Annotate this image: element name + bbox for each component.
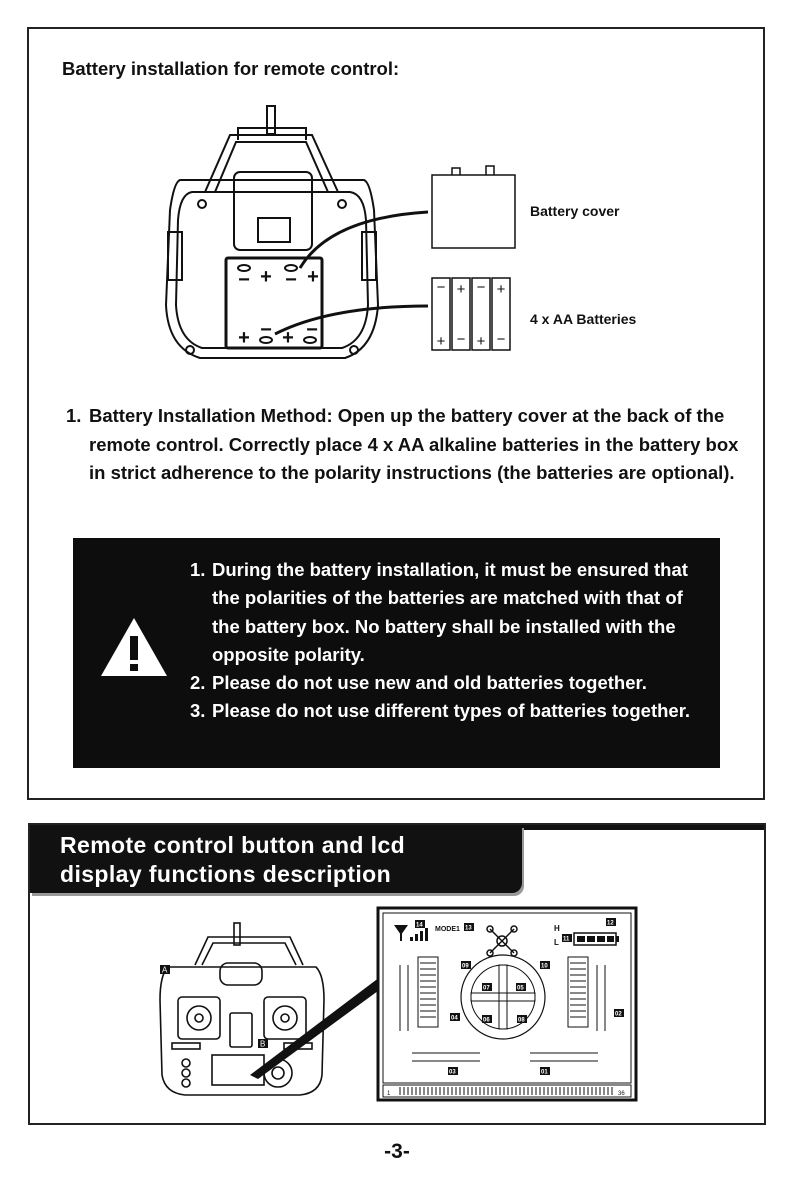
svg-text:−: − [436, 279, 446, 296]
battery-diagram [160, 100, 660, 375]
warning-number: 1. [190, 559, 206, 580]
svg-text:+: + [282, 327, 294, 349]
lcd-scale-right: 36 [618, 1091, 625, 1097]
svg-text:+: + [260, 266, 272, 288]
lcd-marker-08: 08 [518, 1017, 525, 1024]
svg-text:−: − [260, 319, 272, 341]
lcd-marker-13: 13 [465, 925, 472, 932]
svg-text:+: + [456, 281, 466, 298]
warning-triangle-icon [99, 616, 169, 678]
battery-cover-label: Battery cover [530, 203, 620, 219]
lcd-marker-10: 10 [541, 963, 548, 970]
svg-text:+: + [496, 281, 506, 298]
svg-text:−: − [496, 331, 506, 348]
svg-text:−: − [238, 269, 250, 291]
lcd-marker-14: 14 [416, 922, 423, 929]
battery-section-title: Battery installation for remote control: [62, 58, 400, 79]
callout-b: B [260, 1039, 266, 1049]
warning-number: 3. [190, 700, 206, 722]
warning-item [190, 697, 710, 725]
lcd-marker-05: 05 [517, 985, 524, 992]
lcd-marker-11: 11 [563, 936, 570, 943]
svg-text:H: H [554, 924, 560, 933]
remote-lcd-diagram [150, 905, 640, 1105]
lcd-marker-09: 09 [462, 963, 469, 970]
callout-a: A [162, 965, 168, 975]
warning-item [190, 669, 710, 697]
lcd-marker-02: 02 [615, 1011, 622, 1018]
warning-list [190, 556, 710, 726]
lcd-marker-04: 04 [451, 1015, 458, 1022]
installation-method [66, 402, 756, 488]
warning-text: During the battery installation, it must be ensured that the polarities of the batteries are matched with that of the battery box. No battery shall be installed with the opposite polarity. [212, 559, 688, 665]
svg-text:−: − [306, 319, 318, 341]
lcd-marker-06: 06 [483, 1017, 490, 1024]
instruction-text: Battery Installation Method: Open up the battery cover at the back of the remote control. Correctly place 4 x AA alkaline batteries in the battery box in strict adherence to the polarity instructions (the batteries are optional). [89, 405, 739, 483]
lcd-scale-left: 1 [387, 1091, 391, 1097]
svg-text:+: + [238, 327, 250, 349]
instruction-number: 1. [66, 405, 82, 426]
lcd-marker-03: 03 [449, 1069, 456, 1076]
lcd-marker-01: 01 [541, 1069, 548, 1076]
warning-text: Please do not use different types of batteries together. [212, 700, 691, 722]
svg-text:−: − [456, 331, 466, 348]
lcd-marker-12: 12 [607, 920, 614, 927]
section-heading-line2: display functions description [60, 860, 392, 887]
section-heading [60, 831, 405, 888]
warning-number: 2. [190, 672, 206, 694]
warning-item [190, 556, 710, 669]
svg-text:−: − [285, 269, 297, 291]
warning-box [73, 538, 720, 768]
svg-text:+: + [476, 333, 486, 350]
section-heading-line1: Remote control button and lcd [60, 832, 406, 858]
lcd-mode-text: MODE1 [435, 926, 460, 933]
svg-text:+: + [436, 333, 446, 350]
lcd-marker-07: 07 [483, 985, 490, 992]
svg-text:L: L [554, 938, 559, 947]
page-number: -3- [384, 1140, 410, 1163]
svg-text:+: + [307, 266, 319, 288]
batteries-label: 4 x AA Batteries [530, 311, 637, 327]
svg-text:−: − [476, 279, 486, 296]
warning-text: Please do not use new and old batteries together. [212, 672, 647, 694]
